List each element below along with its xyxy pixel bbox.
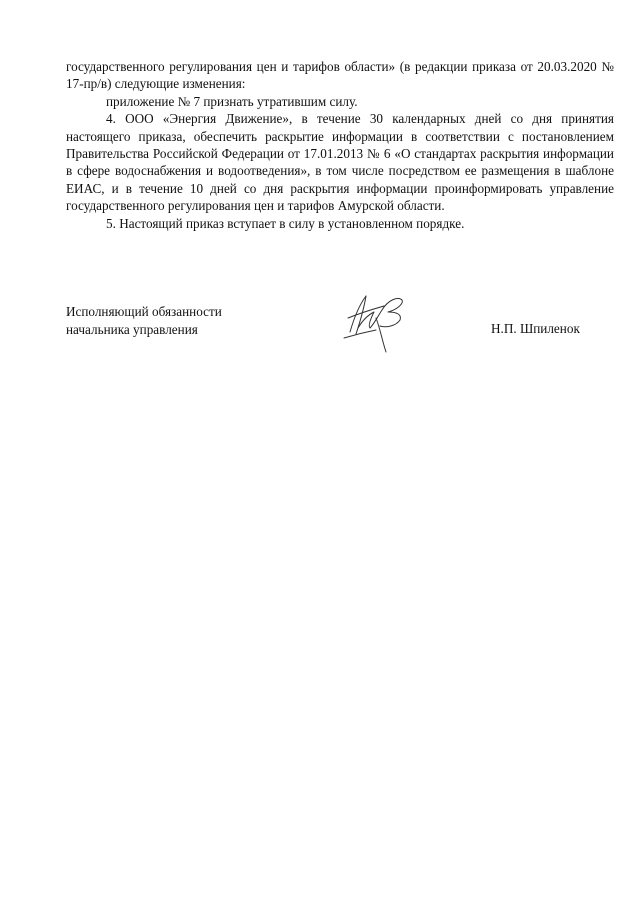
- handwritten-signature: [340, 288, 410, 354]
- document-body: [66, 58, 614, 232]
- paragraph-appendix-clause: приложение № 7 признать утратившим силу.: [106, 93, 358, 109]
- signatory-position-line-2: начальника управления: [66, 322, 198, 337]
- signatory-position: [66, 303, 222, 339]
- paragraph-item-5: 5. Настоящий приказ вступает в силу в установленном порядке.: [106, 215, 465, 231]
- paragraph-item-4: 4. ООО «Энергия Движение», в течение 30 календарных дней со дня принятия настоящего приказа, обеспечить раскрытие информации в соответствии с постановлением Правительства Российской Федерации от 17.01.2013 № 6 «О стандартах раскрытия информации в сфере водоснабжения и водоотведения», в том числе посредством ее размещения в шаблоне ЕИАС, и в течение 10 дней со дня раскрытия информации проинформировать управление государственного регулирования цен и тарифов Амурской области.: [66, 111, 614, 214]
- paragraph-continuation: государственного регулирования цен и тарифов области» (в редакции приказа от 20.03.2020 № 17-пр/в) следующие изменения:: [66, 59, 614, 92]
- signatory-position-line-1: Исполняющий обязанности: [66, 304, 222, 319]
- signatory-name: Н.П. Шпиленок: [491, 321, 580, 336]
